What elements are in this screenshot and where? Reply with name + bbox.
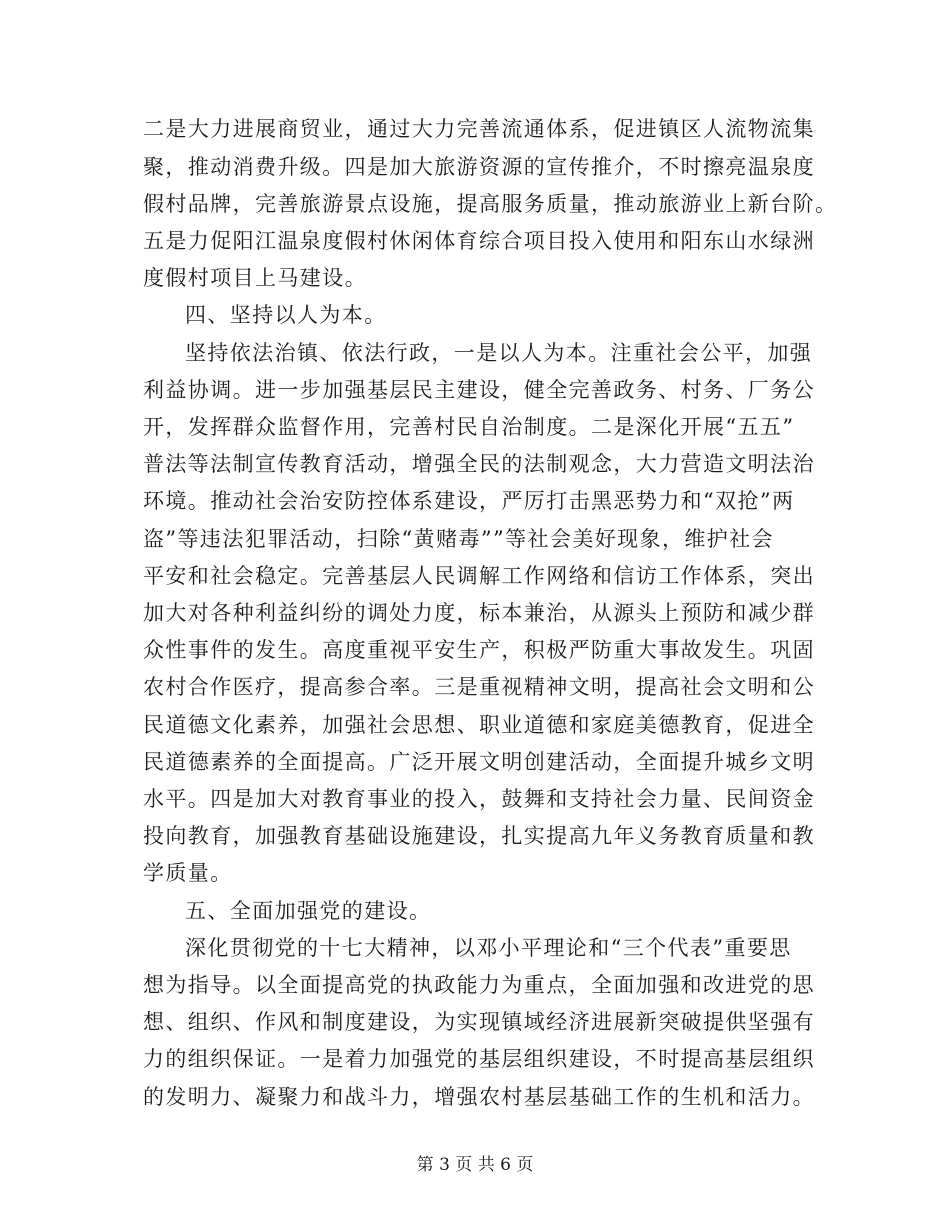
text-line: 普法等法制宣传教育活动，增强全民的法制观念，大力营造文明法治 (143, 452, 815, 476)
text-line: 水平。四是加大对教育事业的投入，鼓舞和支持社会力量、民间资金 (143, 787, 815, 811)
section-heading: 五、全面加强党的建设。 (185, 899, 432, 923)
text-line: 假村品牌，完善旅游景点设施，提高服务质量，推动旅游业上新台阶。 (143, 192, 838, 216)
text-line: 深化贯彻党的十七大精神，以邓小平理论和“三个代表”重要思 (185, 936, 792, 960)
page-number-footer: 第 3 页 共 6 页 (416, 1155, 534, 1175)
text-line: 想为指导。以全面提高党的执政能力为重点，全面加强和改进党的思 (143, 973, 815, 997)
text-line: 力的组织保证。一是着力加强党的基层组织建设，不时提高基层组织 (143, 1047, 815, 1071)
text-line: 盗”等违法犯罪活动，扫除“黄赌毒””等社会美好现象，维护社会 (143, 527, 774, 551)
text-line: 的发明力、凝聚力和战斗力，增强农村基层基础工作的生机和活力。 (143, 1085, 815, 1109)
text-line: 五是力促阳江温泉度假村休闲体育综合项目投入使用和阳东山水绿洲 (143, 229, 815, 253)
text-line: 众性事件的发生。高度重视平安生产，积极严防重大事故发生。巩固 (143, 638, 815, 662)
text-line: 民道德文化素养，加强社会思想、职业道德和家庭美德教育，促进全 (143, 713, 815, 737)
text-line: 投向教育，加强教育基础设施建设，扎实提高九年义务教育质量和教 (143, 824, 815, 848)
text-line: 环境。推动社会治安防控体系建设，严厉打击黑恶势力和“双抢”两 (143, 489, 795, 513)
text-line: 加大对各种利益纠纷的调处力度，标本兼治，从源头上预防和减少群 (143, 601, 815, 625)
text-line: 开，发挥群众监督作用，完善村民自治制度。二是深化开展“五五” (143, 415, 795, 439)
text-line: 度假村项目上马建设。 (143, 266, 367, 290)
section-heading: 四、坚持以人为本。 (185, 303, 387, 327)
text-line: 坚持依法治镇、依法行政，一是以人为本。注重社会公平，加强 (185, 341, 813, 365)
text-line: 民道德素养的全面提高。广泛开展文明创建活动，全面提升城乡文明 (143, 750, 815, 774)
text-line: 二是大力进展商贸业，通过大力完善流通体系，促进镇区人流物流集 (143, 117, 815, 141)
text-line: 农村合作医疗，提高参合率。三是重视精神文明，提高社会文明和公 (143, 675, 815, 699)
text-line: 聚，推动消费升级。四是加大旅游资源的宣传推介，不时擦亮温泉度 (143, 155, 815, 179)
text-line: 平安和社会稳定。完善基层人民调解工作网络和信访工作体系，突出 (143, 564, 815, 588)
text-line: 利益协调。进一步加强基层民主建设，健全完善政务、村务、厂务公 (143, 378, 815, 402)
text-line: 想、组织、作风和制度建设，为实现镇域经济进展新突破提供坚强有 (143, 1010, 815, 1034)
text-line: 学质量。 (143, 861, 233, 885)
